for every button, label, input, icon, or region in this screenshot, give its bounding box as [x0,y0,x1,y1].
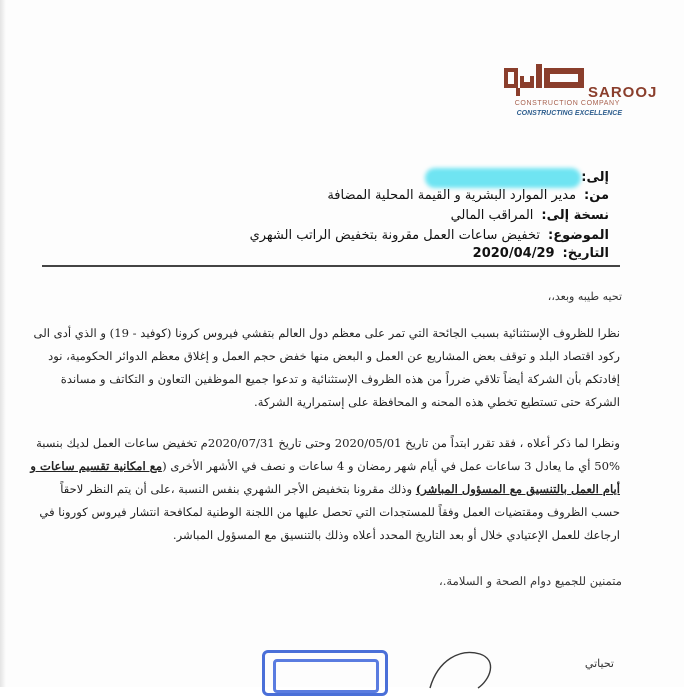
p2-line2-text: 50% أي ما يعادل 3 ساعات عمل في أيام شهر رمضان و 4 ساعات و نصف في الأشهر الأخرى ( [162,459,620,473]
date-label: التاريخ: [562,246,609,261]
redaction-mark [425,168,581,188]
logo-tagline: CONSTRUCTING EXCELLENCE [516,110,622,117]
paragraph-1-line: نظرا للظروف الإستثنائية بسبب الجائحة التي تمر على معظم دول العالم بتفشي فيروس كرونا (كوفيد - 19) و الذي أدى الى [33,326,620,340]
date-row [473,246,609,261]
paragraph-1-line: ركود اقتصاد البلد و توقف بعض المشاريع عن العمل و البعض منها خفض حجم العمل و إغلاق معظم الدوائر الحكومية، نود [48,349,620,363]
paragraph-1-line: إفادتكم بأن الشركة أيضاً تلاقي ضرراً من هذه الظروف الإستثنائية و تدعوا جميع الموظفين التعاون و التكاتف و مساندة [60,372,620,386]
p2-line3-highlight: أيام العمل بالتنسيق مع المسؤول المباشر) [415,482,620,496]
paragraph-2 [30,432,620,547]
subject-label: الموضوع: [548,228,609,243]
paragraph-2-line [30,455,620,478]
logo-wordmark: SAROOJ [588,84,658,101]
to-label: إلى: [581,170,609,185]
paragraph-2-line: ارجاعك للعمل الإعتيادي خلال أو بعد التاريخ المحدد أعلاه وذلك بالتنسيق مع المسؤول المباشر. [172,528,620,542]
closing-line: متمنين للجميع دوام الصحة و السلامة.، [438,574,622,588]
signature-mark [420,640,540,690]
subject-row [250,228,609,243]
date-value: 2020/04/29 [472,246,555,261]
cc-value: المراقب المالي [450,208,534,223]
greeting: تحيه طيبه وبعد،، [547,290,622,303]
scan-edge [0,0,6,687]
logo-company-line: CONSTRUCTION COMPANY [514,100,620,107]
sarooj-arabic-logo-mark [498,60,588,96]
from-row [327,188,609,203]
cc-label: نسخة إلى: [541,208,609,223]
from-label: من: [584,188,609,203]
paragraph-2-line: ونظرا لما ذكر أعلاه ، فقد تقرر ابتداً من تاريخ 2020/05/01 وحتى تاريخ 2020/07/31م تخفيض ساعات العمل لديك بنسبة [36,436,620,450]
paragraph-1-line: الشركة حتى تستطيع تخطي هذه المحنه و المحافظة على إستمرارية الشركة. [254,395,620,409]
company-stamp-inner [273,659,379,693]
paragraph-1 [33,322,620,414]
header-divider [42,265,620,267]
p2-line2-highlight: مع امكانية تقسيم ساعات و [30,459,163,473]
paragraph-2-line [44,478,620,501]
cc-row [451,208,609,223]
paragraph-2-line: حسب الظروف ومقتضيات العمل وفقاً للمستجدات التي تحصل عليها من اللجنة الوطنية لمكافحة انتشار فيروس كورونا في [39,505,620,519]
sign-off: تحياتي [584,657,614,670]
subject-value: تخفيض ساعات العمل مقرونة بتخفيض الراتب الشهري [249,228,540,243]
company-stamp [262,650,388,696]
from-value: مدير الموارد البشرية و القيمة المحلية المضافة [327,188,577,203]
p2-line3-text: وذلك مقرونا بتخفيض الأجر الشهري بنفس النسبة ،على أن يتم النظر لاحقاً [60,482,416,496]
